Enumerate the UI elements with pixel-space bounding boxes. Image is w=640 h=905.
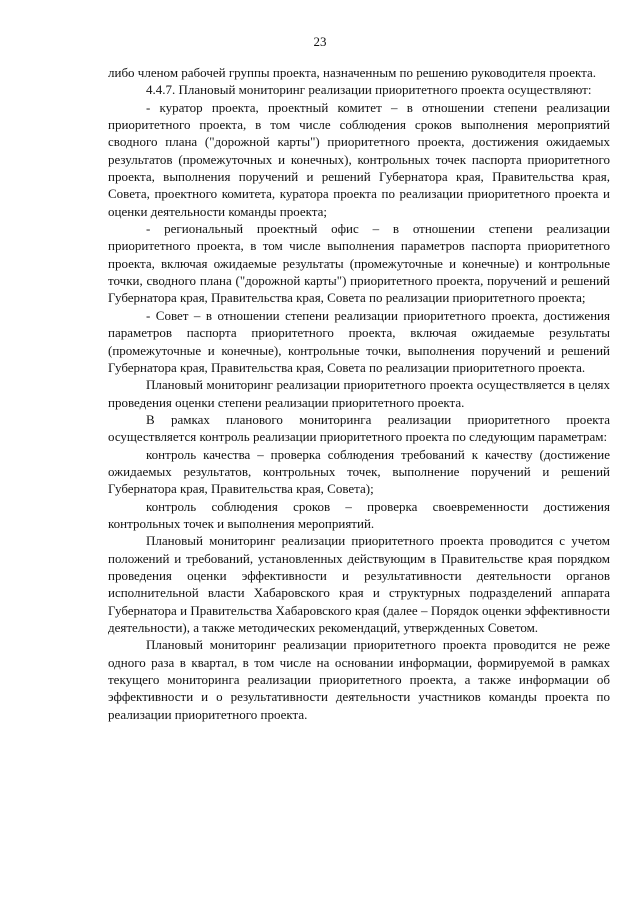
paragraph: либо членом рабочей группы проекта, назначенным по решению руководителя проекта.	[108, 65, 596, 80]
paragraph: - куратор проекта, проектный комитет – в отношении степени реализации приоритетного проекта, в том числе соблюдения сроков выполнения мероприятий сводного плана ("дорожной карты") приоритетного проекта, достижения ожидаемых результатов (промежуточных и конечных), контрольных точек паспорта приоритетного проекта, выполнения поручений и решений Губернатора края, Правительства края, Совета, проектного комитета, куратора проекта по реализации приоритетного проекта и оценки деятельности команды проекта;	[108, 99, 610, 219]
paragraph: контроль соблюдения сроков – проверка своевременности достижения контрольных точек и выполнения мероприятий.	[108, 498, 610, 531]
paragraph: контроль качества – проверка соблюдения требований к качеству (достижение ожидаемых результатов, контрольных точек, выполнение поручений и решений Губернатора края, Правительства края, Совета);	[108, 446, 610, 497]
page-number: 23	[313, 34, 327, 49]
paragraph: В рамках планового мониторинга реализации приоритетного проекта осуществляется контроль реализации приоритетного проекта по следующим параметрам:	[108, 411, 610, 445]
paragraph: Плановый мониторинг реализации приоритетного проекта проводится не реже одного раза в квартал, в том числе на основании информации, формируемой в рамках текущего мониторинга реализации приоритетного проекта, а также информации об эффективности и о результативности деятельности участников команды проекта по реализации приоритетного проекта.	[108, 637, 610, 722]
paragraph: - Совет – в отношении степени реализации приоритетного проекта, достижения параметров паспорта приоритетного проекта, включая ожидаемые результаты (промежуточные и конечные), контрольные точки, выполнения поручений и решений Губернатора края, Правительства края, Совета по реализации приоритетного проекта.	[108, 307, 610, 375]
document-body	[108, 64, 610, 723]
paragraph: Плановый мониторинг реализации приоритетного проекта осуществляется в целях проведения оценки степени реализации приоритетного проекта.	[108, 377, 610, 410]
paragraph: - региональный проектный офис – в отношении степени реализации приоритетного проекта, в том числе выполнения параметров паспорта приоритетного проекта, включая ожидаемые результаты (промежуточные и конечные) и контрольные точки, сводного плана ("дорожной карты") приоритетного проекта, поручений и решений Губернатора края, Правительства края, Совета по реализации приоритетного проекта;	[108, 221, 610, 306]
paragraph: Плановый мониторинг реализации приоритетного проекта проводится с учетом положений и требований, установленных действующим в Правительстве края порядком проведения оценки эффективности и результативности деятельности органов исполнительной власти Хабаровского края и структурных подразделений аппарата Губернатора и Правительства Хабаровского края (далее – Порядок оценки эффективности деятельности), а также методических рекомендаций, утвержденных Советом.	[108, 533, 610, 635]
paragraph: 4.4.7. Плановый мониторинг реализации приоритетного проекта осуществляют:	[146, 82, 592, 98]
